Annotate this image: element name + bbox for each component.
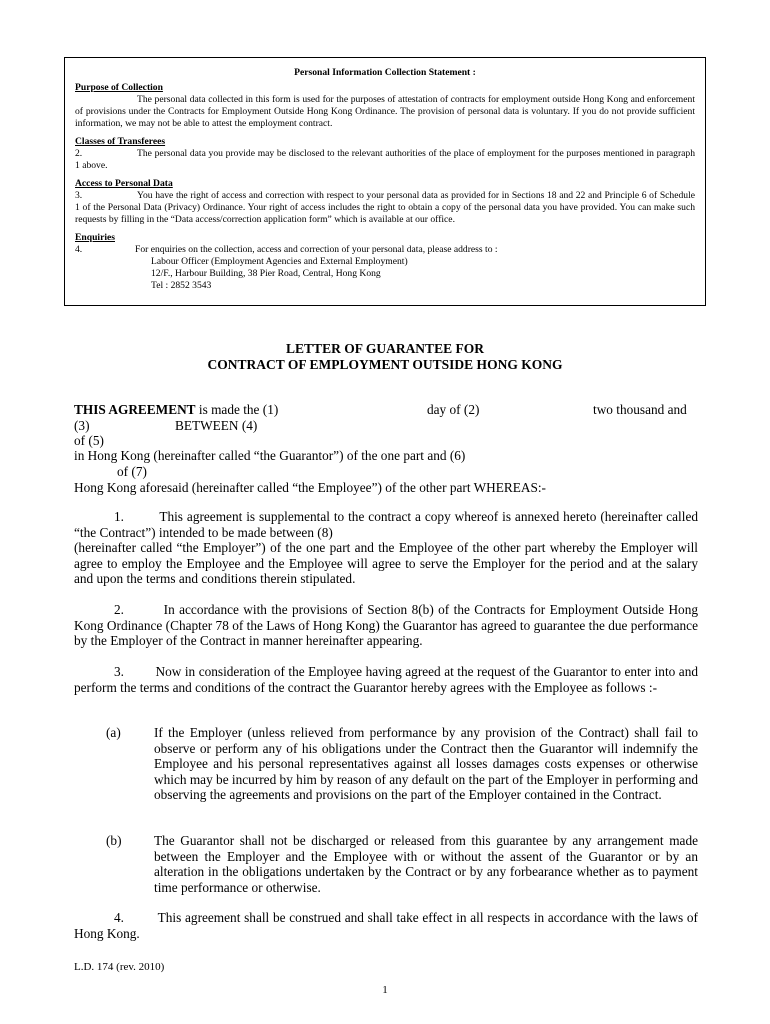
access-heading: Access to Personal Data	[75, 178, 173, 189]
day-of-field: day of (2)	[427, 402, 480, 417]
page-number: 1	[382, 984, 388, 996]
clause-1-text-b: (hereinafter called “the Employer”) of the one part and the Employee of the other part whereby the Employer will agree to employ the Employee and the Employee will agree to serve the Employer for the period and at the salary and upon the terms and conditions therein stipulated.	[74, 540, 698, 586]
document-title-line-1: LETTER OF GUARANTEE FOR	[286, 341, 484, 356]
sub-clause-b-label: (b)	[106, 833, 122, 848]
field-3: (3)	[74, 418, 90, 433]
access-num: 3.	[75, 190, 83, 201]
clause-1-text-a: 1. This agreement is supplemental to the contract a copy whereof is annexed hereto (hereinafter called “the Contract”) intended to be made between (8)	[74, 509, 698, 540]
form-code: L.D. 174 (rev. 2010)	[74, 961, 165, 973]
sub-clause-a	[106, 725, 698, 803]
enquiries-section	[75, 232, 695, 292]
document-title-line-2: CONTRACT OF EMPLOYMENT OUTSIDE HONG KONG	[207, 357, 563, 372]
statement-title: Personal Information Collection Statement :	[294, 67, 476, 78]
of-7-field: of (7)	[117, 464, 147, 479]
of-5-field: of (5)	[74, 433, 104, 448]
address-line-1: Labour Officer (Employment Agencies and External Employment)	[151, 256, 408, 267]
telephone: Tel : 2852 3543	[151, 280, 212, 291]
transferees-heading: Classes of Transferees	[75, 136, 166, 147]
purpose-section	[75, 82, 695, 130]
enquiries-heading: Enquiries	[75, 232, 115, 243]
sub-clause-a-label: (a)	[106, 725, 121, 740]
transferees-num: 2.	[75, 148, 83, 159]
year-field: two thousand and	[593, 402, 687, 417]
clause-2: 2. In accordance with the provisions of Section 8(b) of the Contracts for Employment Outside Hong Kong Ordinance (Chapter 78 of the Laws of Hong Kong) the Guarantor has agreed to guarantee the due performance by the Employer of the Contract in manner hereinafter appearing.	[74, 602, 698, 648]
purpose-heading: Purpose of Collection	[75, 82, 163, 93]
enquiries-num: 4.	[75, 244, 83, 255]
transferees-text: The personal data you provide may be disclosed to the relevant authorities of the place of employment for the purposes mentioned in paragraph 1 above.	[75, 148, 695, 171]
address-line-2: 12/F., Harbour Building, 38 Pier Road, Central, Hong Kong	[151, 268, 381, 279]
clause-4: 4. This agreement shall be construed and shall take effect in all respects in accordance with the laws of Hong Kong.	[74, 910, 698, 941]
purpose-text: The personal data collected in this form is used for the purposes of attestation of contracts for employment outside Hong Kong and enforcement of provisions under the Contracts for Employment Outside Hong Kong Ordinance. The provision of personal data is voluntary. If you do not provide sufficient information, we may not be able to attest the employment contract.	[75, 94, 695, 129]
between-field: BETWEEN (4)	[175, 418, 258, 433]
access-section	[75, 178, 695, 226]
agreement-lead	[74, 402, 278, 418]
access-text: You have the right of access and correction with respect to your personal data as provided for in Sections 18 and 22 and Principle 6 of Schedule 1 of the Personal Data (Privacy) Ordinance. Your right of access includes the right to obtain a copy of the personal data you have provided. You can make such requests by filling in the “Data access/correction application form” which is available at our office.	[75, 190, 695, 225]
transferees-section	[75, 136, 695, 172]
sub-clause-b	[106, 833, 698, 895]
sub-clause-a-text: If the Employer (unless relieved from performance by any provision of the Contract) shall fail to observe or perform any of his obligations under the Contract then the Guarantor will indemnify the Employee and his personal representatives against all losses damages costs expenses or otherwise which may be incurred by him by reason of any default on the part of the Employer in performing and observing the agreements and provisions on the part of the Employer contained in the Contract.	[154, 725, 698, 802]
clause-1	[74, 509, 698, 587]
enquiries-intro: For enquiries on the collection, access and correction of your personal data, please address to :	[135, 244, 498, 255]
sub-clause-b-text: The Guarantor shall not be discharged or released from this guarantee by any arrangement made between the Employer and the Employee with or without the assent of the Guarantor or by an alteration in the obligations undertaken by the Contract or by any forbearance whether as to payment time performance or otherwise.	[154, 833, 698, 895]
clause-3: 3. Now in consideration of the Employee having agreed at the request of the Guarantor to enter into and perform the terms and conditions of the contract the Guarantor hereby agrees with the Employee as follows :-	[74, 664, 698, 695]
guarantor-line: in Hong Kong (hereinafter called “the Guarantor”) of the one part and (6)	[74, 448, 466, 463]
enquiries-address	[135, 256, 695, 292]
personal-info-statement-box	[64, 57, 706, 306]
agreement-lead-rest: is made the (1)	[195, 402, 279, 417]
employee-line: Hong Kong aforesaid (hereinafter called “the Employee”) of the other part WHEREAS:-	[74, 480, 546, 495]
agreement-lead-bold: THIS AGREEMENT	[74, 402, 196, 417]
